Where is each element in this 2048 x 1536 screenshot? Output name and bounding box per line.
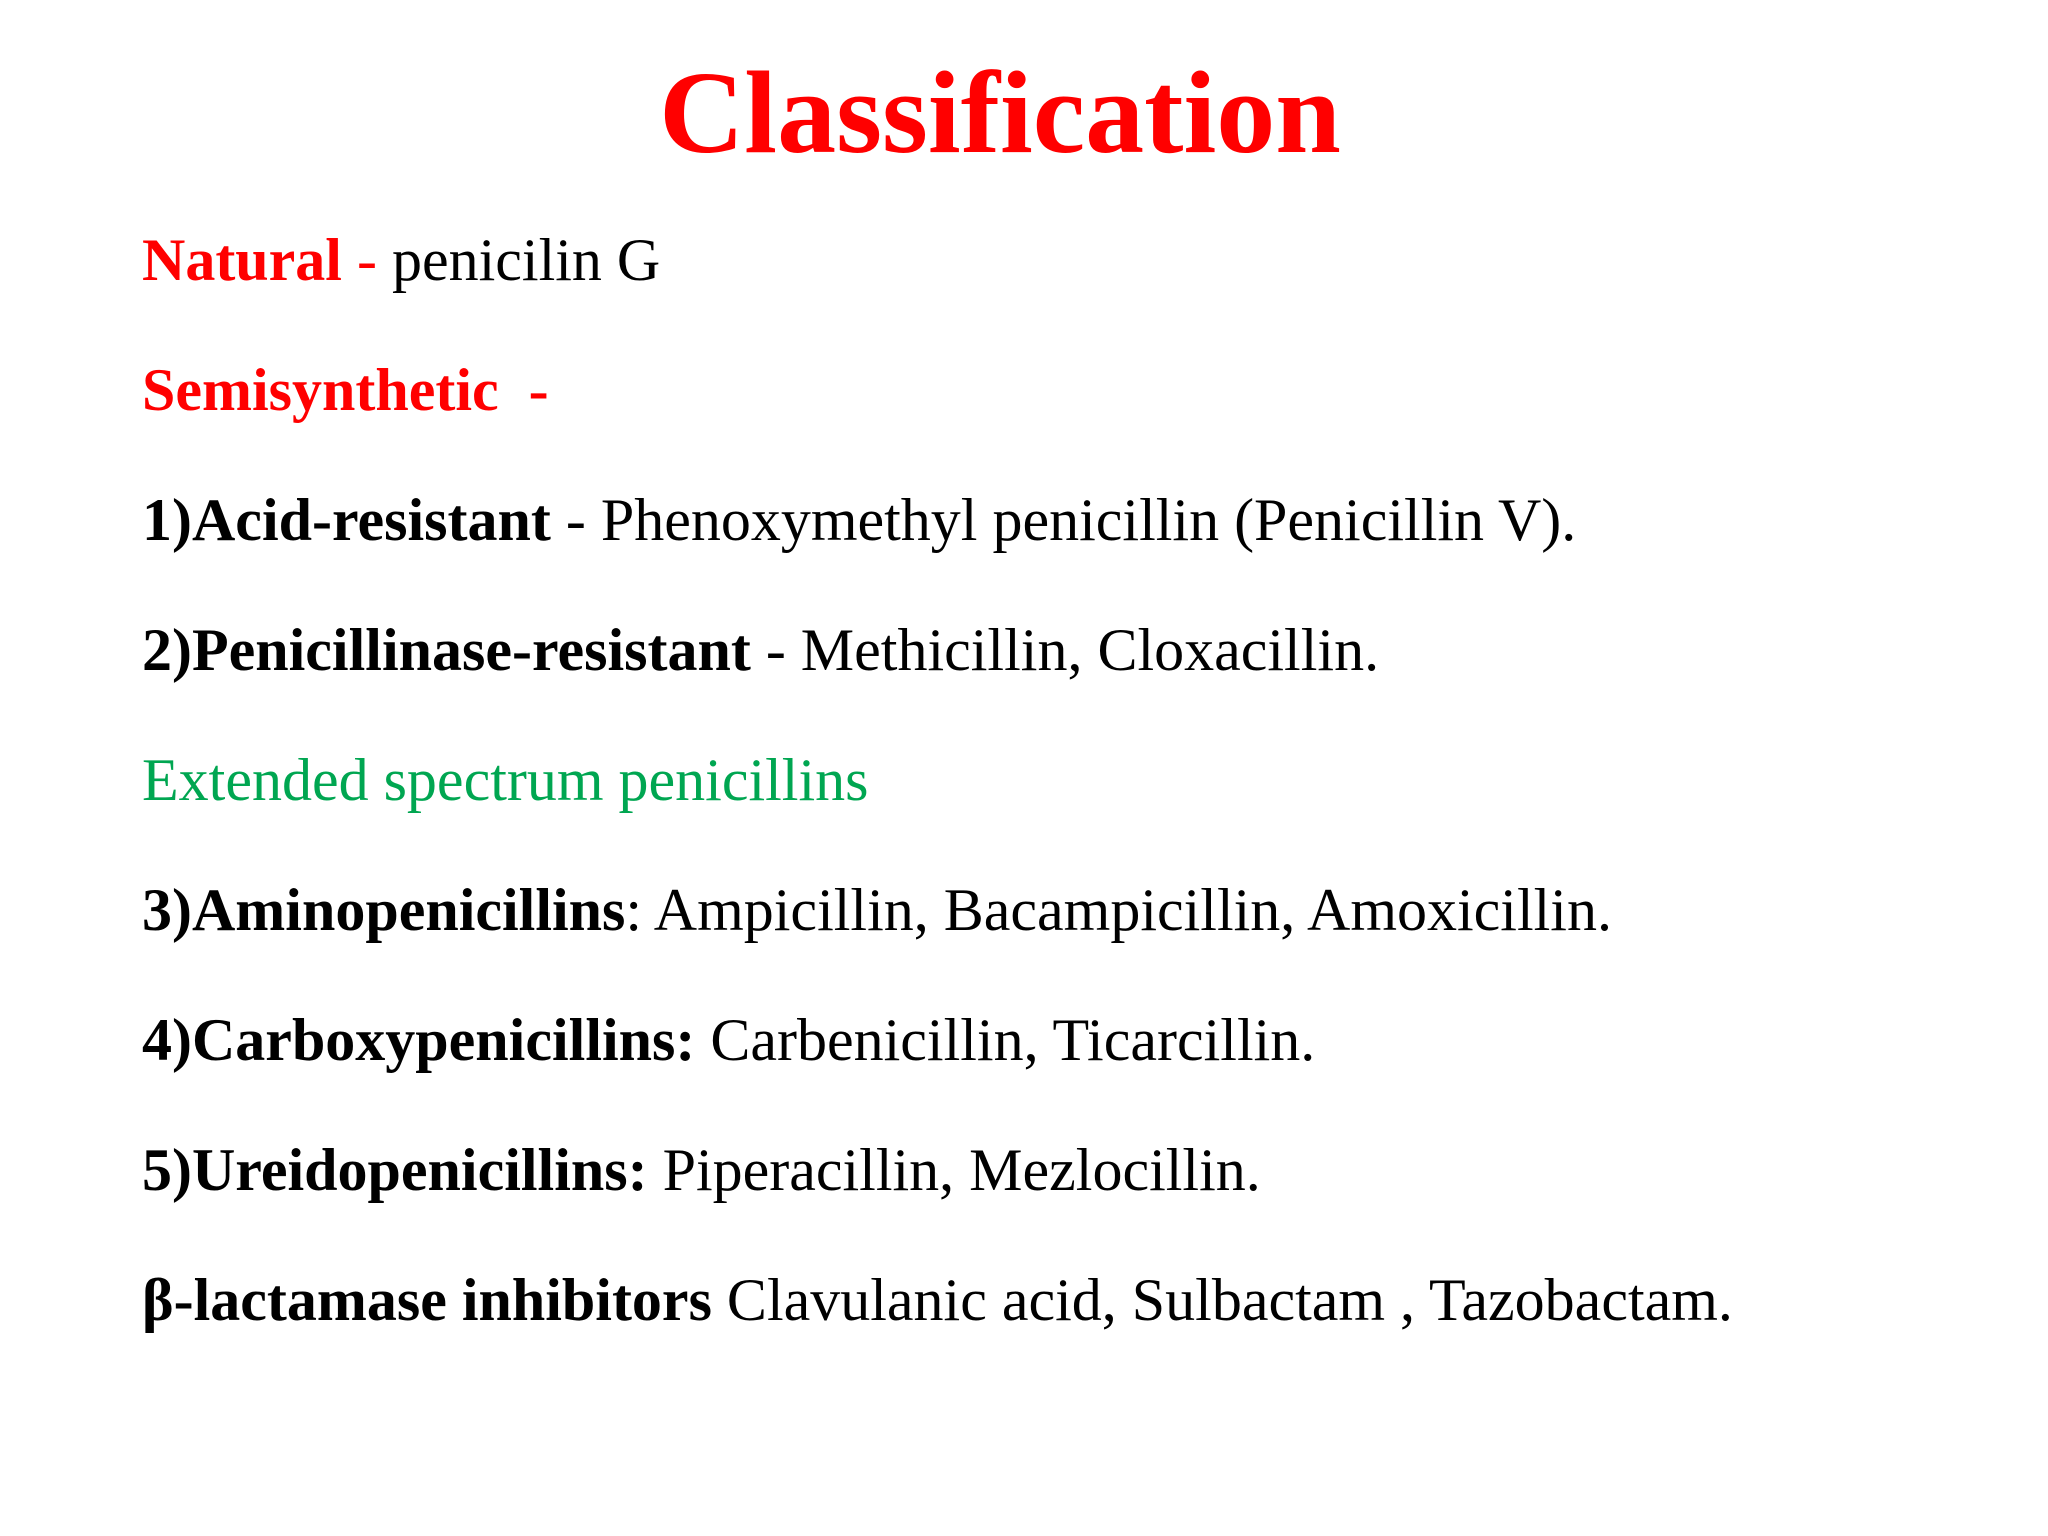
aminopenicillins-text: : Ampicillin, Bacampicillin, Amoxicillin.	[625, 877, 1612, 943]
aminopenicillins-line	[142, 845, 2002, 975]
penicillinase-resistant-line	[142, 585, 2002, 715]
extended-spectrum-heading: Extended spectrum penicillins	[142, 747, 869, 813]
slide-title: Classification	[659, 47, 1341, 178]
natural-text: penicilin G	[391, 227, 661, 293]
beta-lactamase-text: Clavulanic acid, Sulbactam , Tazobactam.	[711, 1267, 1733, 1333]
beta-lactamase-label: β-lactamase inhibitors	[142, 1267, 712, 1333]
beta-lactamase-line	[142, 1235, 2002, 1365]
ureidopenicillins-label: 5)Ureidopenicillins:	[142, 1137, 648, 1203]
natural-line	[142, 195, 2002, 325]
acid-resistant-line	[142, 455, 2002, 585]
carboxypenicillins-text: Carbenicillin, Ticarcillin.	[695, 1007, 1316, 1073]
penicillinase-resistant-text: - Methicillin, Cloxacillin.	[750, 617, 1380, 683]
ureidopenicillins-text: Piperacillin, Mezlocillin.	[647, 1137, 1261, 1203]
carboxypenicillins-line	[142, 975, 2002, 1105]
semisynthetic-line	[142, 325, 2002, 455]
natural-sep: -	[341, 227, 392, 293]
acid-resistant-label: 1)Acid-resistant	[142, 487, 551, 553]
semisynthetic-sep: -	[498, 357, 549, 423]
penicillinase-resistant-label: 2)Penicillinase-resistant	[142, 617, 751, 683]
natural-label: Natural	[142, 227, 342, 293]
semisynthetic-label: Semisynthetic	[142, 357, 499, 423]
acid-resistant-text: - Phenoxymethyl penicillin (Penicillin V).	[550, 487, 1577, 553]
carboxypenicillins-label: 4)Carboxypenicillins:	[142, 1007, 696, 1073]
slide-content	[142, 195, 2002, 1365]
ureidopenicillins-line	[142, 1105, 2002, 1235]
aminopenicillins-label: 3)Aminopenicillins	[142, 877, 626, 943]
